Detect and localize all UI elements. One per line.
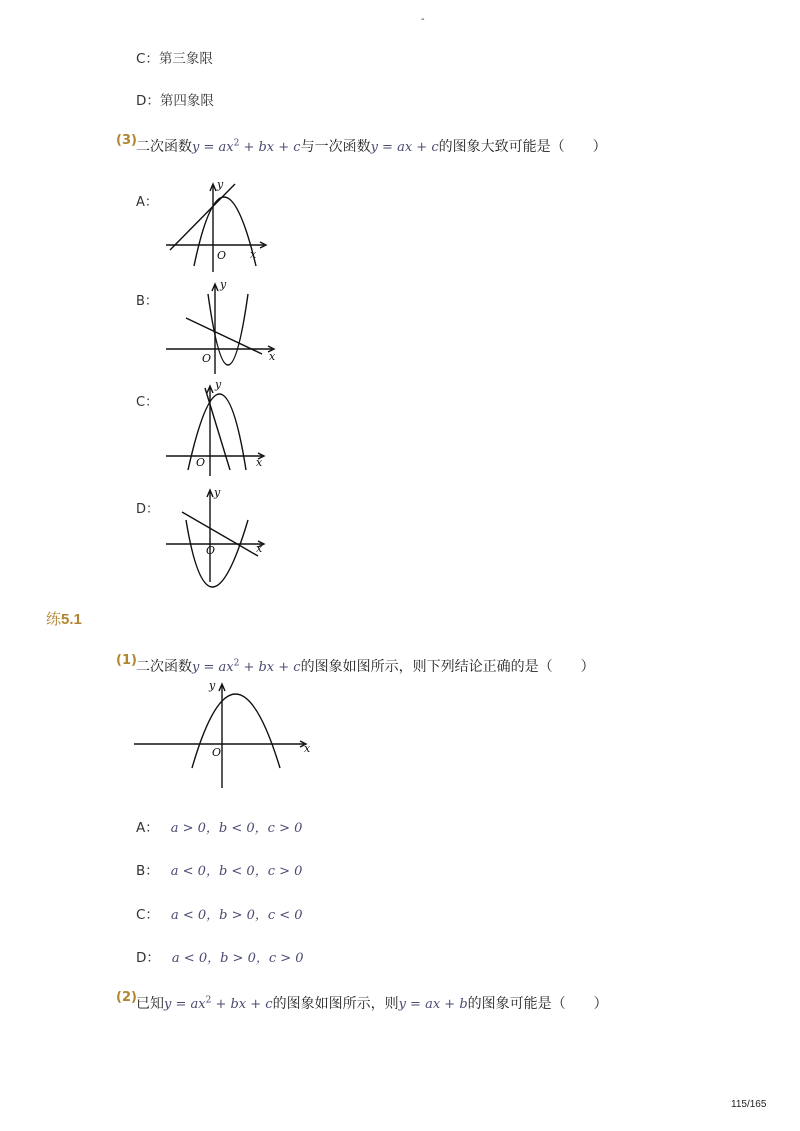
origin-label: O (202, 352, 212, 365)
p1-graph (130, 676, 320, 792)
option-text: 第三象限 (158, 51, 213, 67)
question-number: (1) (116, 653, 137, 668)
option-label: C： (136, 907, 159, 923)
p1-option-a[interactable] (136, 816, 302, 836)
option-c-label[interactable]: C： (136, 395, 159, 410)
question-text: 与一次函数 (300, 139, 371, 155)
question-number: (3) (116, 133, 137, 148)
question-text: 二次函数 (136, 139, 192, 155)
question-text: 二次函数 (136, 659, 192, 675)
option-text: 第四象限 (159, 93, 214, 109)
formula-quadratic: $y = ax^2$ + bx + c (164, 995, 273, 1012)
question-3-text (136, 136, 607, 156)
parabola (186, 520, 248, 587)
option-b-label[interactable]: B： (136, 294, 158, 309)
line (182, 512, 258, 556)
option-label: A： (136, 820, 159, 836)
y-label: y (209, 679, 216, 692)
x-label: x (250, 248, 257, 261)
parabola (208, 294, 248, 365)
option-text: a < 0，b < 0，c > 0 (170, 864, 303, 879)
option-d-label[interactable]: D： (136, 502, 160, 517)
question-text: 的图象如图所示，则下列结论正确的是（ ） (300, 659, 595, 675)
option-label: B： (136, 863, 159, 879)
option-text: a > 0，b < 0，c > 0 (170, 821, 303, 836)
option-label: D： (136, 950, 160, 966)
formula-linear: y = ax + b (398, 997, 468, 1012)
x-label: x (256, 542, 263, 555)
y-label: y (217, 178, 224, 191)
formula-linear: y = ax + c (370, 140, 439, 155)
p1-option-b[interactable] (136, 859, 302, 879)
origin-label: O (206, 544, 216, 557)
option-b-graph[interactable] (160, 276, 285, 376)
y-label: y (214, 486, 221, 499)
parabola (192, 694, 280, 768)
p1-option-d[interactable] (136, 946, 304, 966)
formula-quadratic: $y = ax^2$ + bx + c (192, 138, 301, 155)
x-label: x (256, 456, 263, 469)
origin-label: O (196, 456, 206, 469)
line (205, 388, 230, 470)
section-heading (46, 608, 82, 629)
option-text: a < 0，b > 0，c < 0 (170, 908, 303, 923)
header-mark: - (421, 14, 425, 25)
section-prefix: 练 (46, 610, 62, 628)
y-label: y (220, 278, 227, 291)
option-label: C： (136, 51, 159, 67)
option-c-graph[interactable] (160, 378, 270, 478)
page-number: 115/165 (731, 1099, 767, 1110)
option-text: a < 0，b > 0，c > 0 (171, 951, 304, 966)
formula-quadratic: $y = ax^2$ + bx + c (192, 658, 301, 675)
option-label: D： (136, 93, 160, 109)
origin-label: O (217, 249, 227, 262)
y-label: y (215, 378, 222, 391)
prev-option-c[interactable] (136, 47, 213, 67)
x-label: x (269, 350, 276, 363)
line (170, 184, 235, 250)
option-a-graph[interactable] (160, 178, 280, 274)
question-text: 的图象可能是（ ） (467, 996, 608, 1012)
origin-label: O (212, 746, 222, 759)
option-d-graph[interactable] (160, 484, 270, 584)
p1-option-c[interactable] (136, 903, 303, 923)
x-label: x (304, 742, 311, 755)
question-text: 的图象大致可能是（ ） (438, 139, 607, 155)
option-a-label[interactable]: A： (136, 195, 158, 210)
question-p2-text (136, 993, 608, 1013)
prev-option-d[interactable] (136, 89, 214, 109)
question-p1-text (136, 656, 595, 676)
question-number: (2) (116, 990, 137, 1005)
question-text: 的图象如图所示，则 (272, 996, 399, 1012)
section-number: 5.1 (61, 611, 82, 628)
question-text: 已知 (136, 996, 164, 1012)
